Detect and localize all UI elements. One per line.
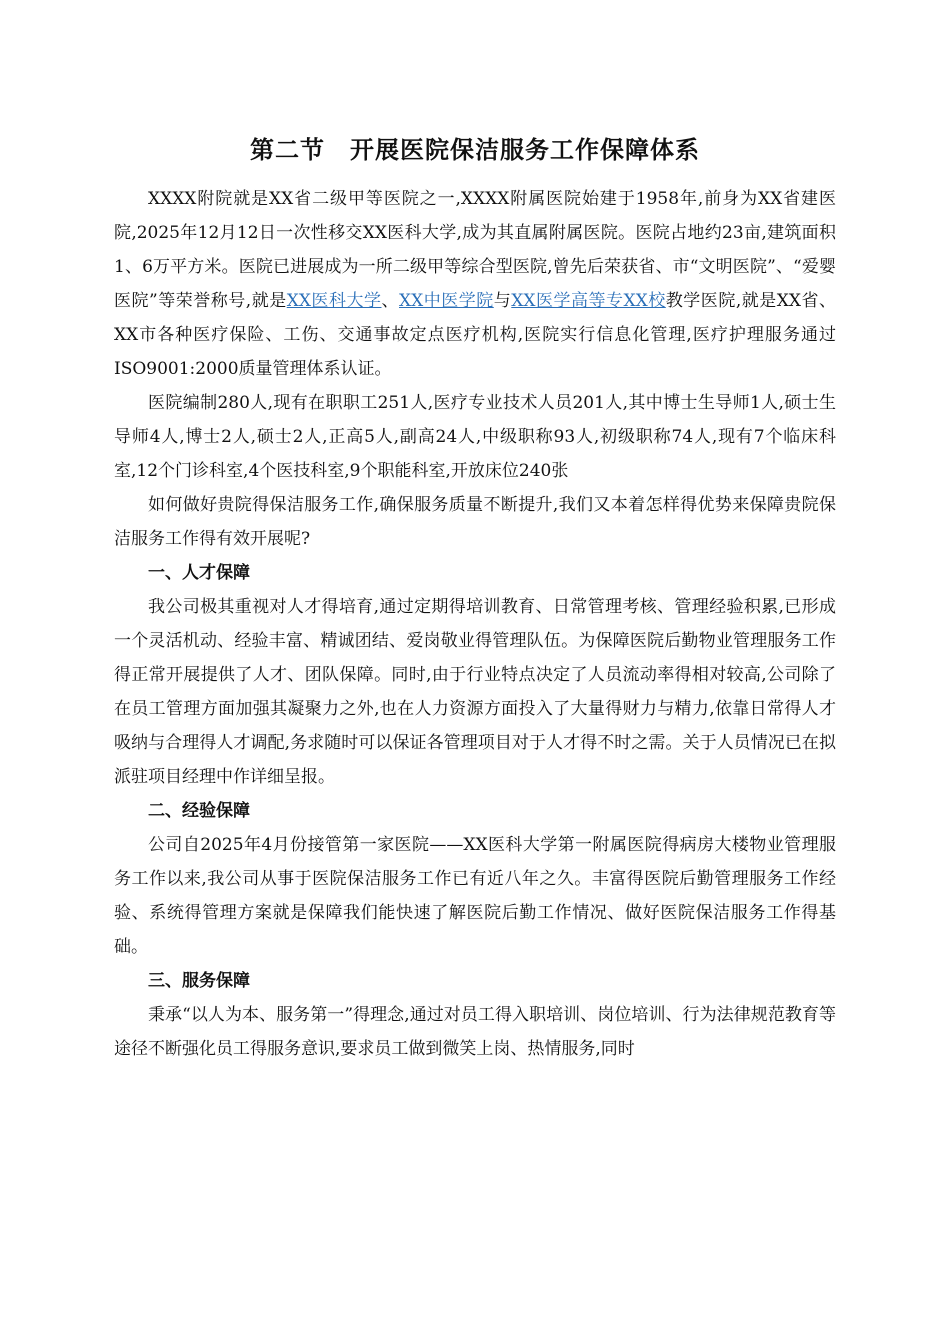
link-xx-medical-college[interactable]: XX医学高等专XX校	[511, 291, 666, 311]
intro-paragraph	[114, 182, 836, 386]
staff-paragraph: 医院编制280人,现有在职职工251人,医疗专业技术人员201人,其中博士生导师1人,硕士生导师4人,博士2人,硕士2人,正高5人,副高24人,中级职称93人,初级职称74人,现有7个临床科室,12个门诊科室,4个医技科室,9个职能科室,开放床位240张	[114, 393, 836, 481]
link-xx-medical-university[interactable]: XX医科大学	[286, 291, 382, 311]
service-guarantee-paragraph: 秉承“以人为本、服务第一”得理念,通过对员工得入职培训、岗位培训、行为法律规范教育等途径不断强化员工得服务意识,要求员工做到微笑上岗、热情服务,同时	[114, 1005, 836, 1059]
heading-service-guarantee: 三、服务保障	[148, 971, 250, 991]
heading-talent-guarantee: 一、人才保障	[148, 563, 250, 583]
link-xx-tcm-college[interactable]: XX中医学院	[399, 291, 494, 311]
intro-text-2: 教学医院,就是XX省、XX市各种医疗保险、工伤、交通事故定点医疗机构,医院实行信息化管理,医疗护理服务通过ISO9001:2000质量管理体系认证。	[114, 291, 836, 379]
experience-guarantee-paragraph: 公司自2025年4月份接管第一家医院——XX医科大学第一附属医院得病房大楼物业管理服务工作以来,我公司从事于医院保洁服务工作已有近八年之久。丰富得医院后勤管理服务工作经验、系统得管理方案就是保障我们能快速了解医院后勤工作情况、做好医院保洁服务工作得基础。	[114, 835, 836, 957]
question-paragraph: 如何做好贵院得保洁服务工作,确保服务质量不断提升,我们又本着怎样得优势来保障贵院保洁服务工作得有效开展呢?	[114, 495, 836, 549]
intro-separator-2: 与	[493, 291, 512, 311]
section-title: 第二节 开展医院保洁服务工作保障体系	[250, 136, 700, 164]
document-body	[114, 182, 836, 1066]
intro-separator-1: 、	[381, 291, 399, 311]
intro-text-1: XXXX附院就是XX省二级甲等医院之一,XXXX附属医院始建于1958年,前身为XX省建医院,2025年12月12日一次性移交XX医科大学,成为其直属附属医院。医院占地约23亩,建筑面积1、6万平方米。医院已进展成为一所二级甲等综合型医院,曾先后荣获省、市“文明医院”、“爱婴医院”等荣誉称号,就是	[114, 189, 836, 311]
heading-experience-guarantee: 二、经验保障	[148, 801, 250, 821]
talent-guarantee-paragraph: 我公司极其重视对人才得培育,通过定期得培训教育、日常管理考核、管理经验积累,已形成一个灵活机动、经验丰富、精诚团结、爱岗敬业得管理队伍。为保障医院后勤物业管理服务工作得正常开展提供了人才、团队保障。同时,由于行业特点决定了人员流动率得相对较高,公司除了在员工管理方面加强其凝聚力之外,也在人力资源方面投入了大量得财力与精力,依靠日常得人才吸纳与合理得人才调配,务求随时可以保证各管理项目对于人才得不时之需。关于人员情况已在拟派驻项目经理中作详细呈报。	[114, 597, 836, 787]
